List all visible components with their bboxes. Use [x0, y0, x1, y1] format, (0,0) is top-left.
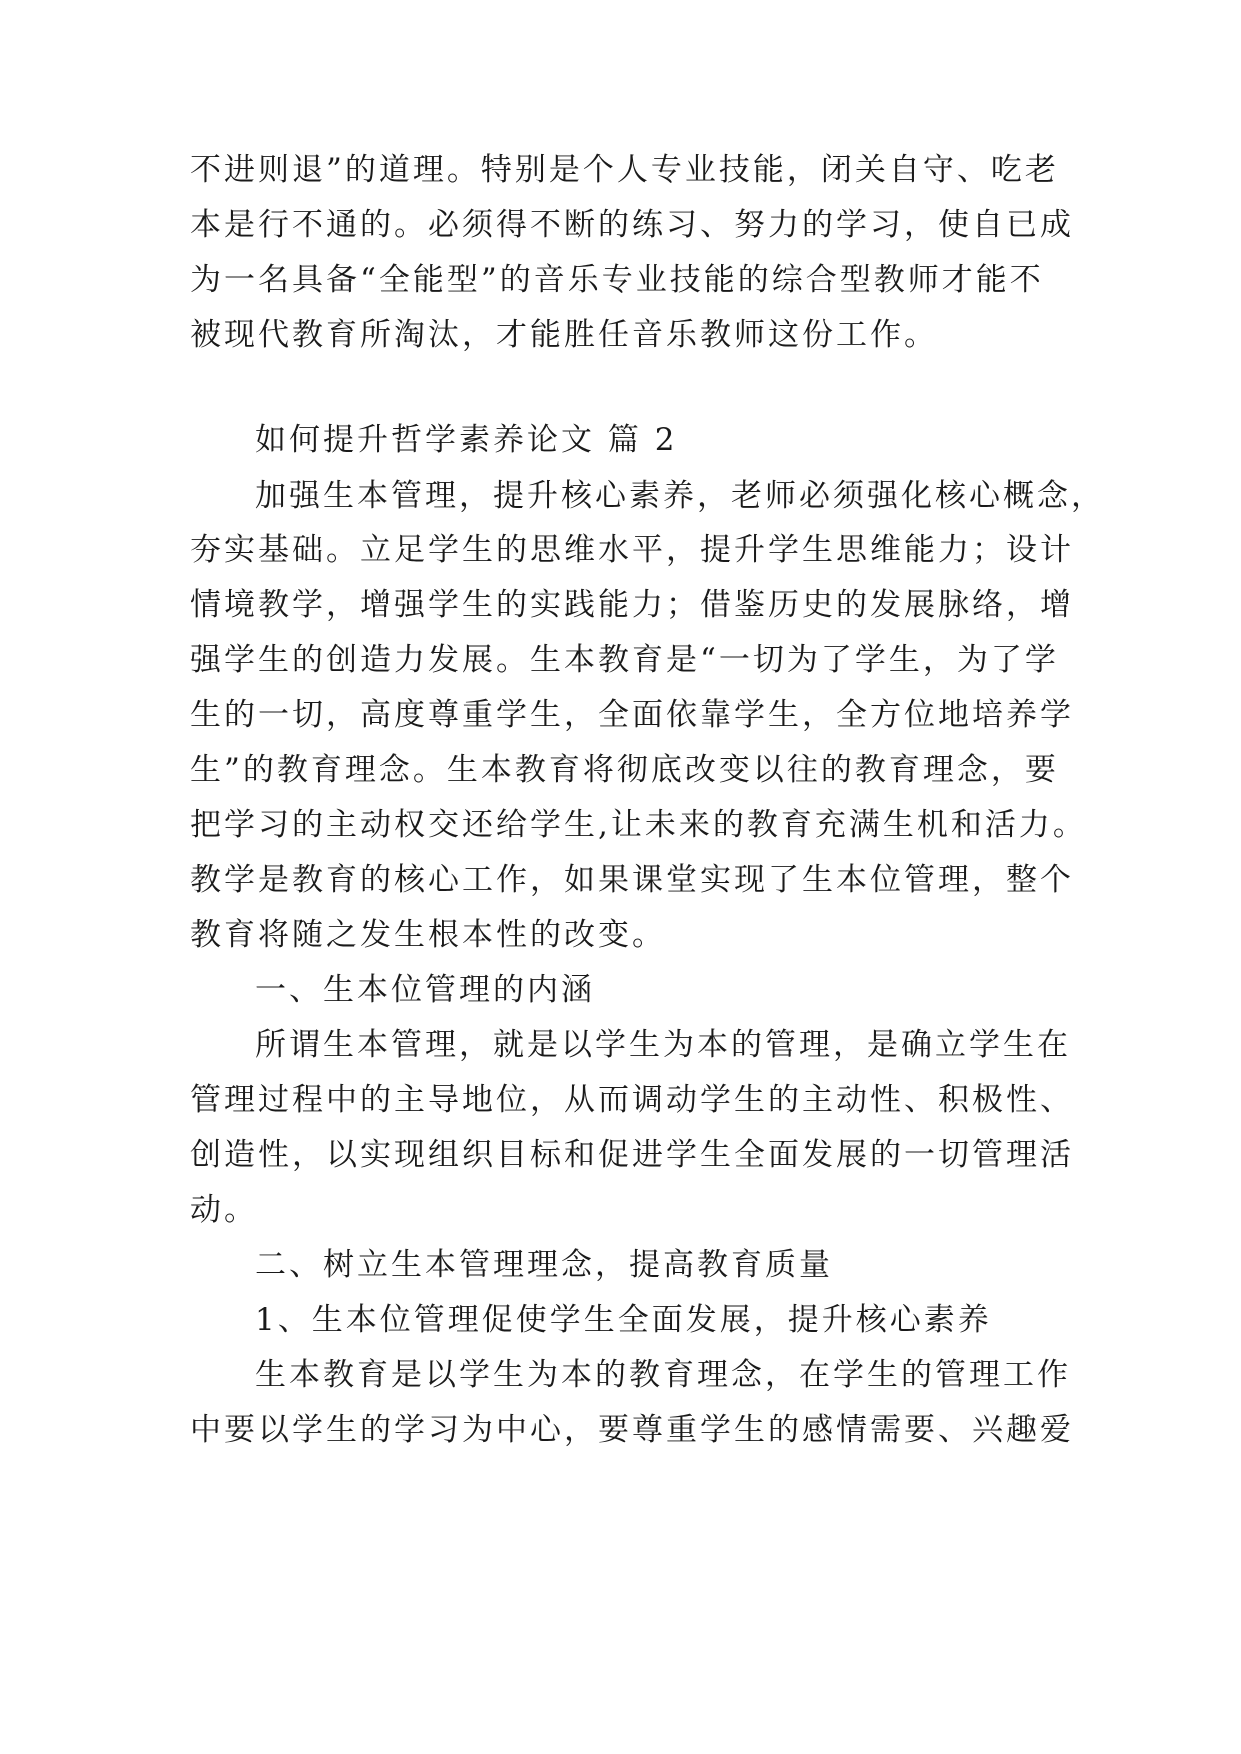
paragraph-line: 生本教育是以学生为本的教育理念，在学生的管理工作 — [255, 1357, 1071, 1393]
section-heading: 如何提升哲学素养论文 篇 2 — [255, 422, 678, 458]
paragraph-line: 生的一切，高度尊重学生，全面依靠学生，全方位地培养学 — [190, 697, 1074, 733]
paragraph-line: 为一名具备“全能型”的音乐专业技能的综合型教师才能不 — [190, 262, 1044, 298]
paragraph-line: 所谓生本管理，就是以学生为本的管理，是确立学生在 — [255, 1027, 1071, 1063]
subheading: 二、树立生本管理理念，提高教育质量 — [255, 1247, 833, 1283]
paragraph-line: 生”的教育理念。生本教育将彻底改变以往的教育理念，要 — [190, 752, 1059, 788]
paragraph-line: 被现代教育所淘汰，才能胜任音乐教师这份工作。 — [190, 317, 938, 353]
paragraph-line: 教育将随之发生根本性的改变。 — [190, 917, 666, 953]
paragraph-line: 情境教学，增强学生的实践能力；借鉴历史的发展脉络，增 — [190, 587, 1074, 623]
paragraph-line: 加强生本管理，提升核心素养，老师必须强化核心概念， — [255, 478, 1105, 514]
subheading: 1、生本位管理促使学生全面发展，提升核心素养 — [255, 1302, 992, 1338]
paragraph-line: 创造性，以实现组织目标和促进学生全面发展的一切管理活 — [190, 1137, 1074, 1173]
paragraph-line: 中要以学生的学习为中心，要尊重学生的感情需要、兴趣爱 — [190, 1412, 1074, 1448]
paragraph-line: 教学是教育的核心工作，如果课堂实现了生本位管理，整个 — [190, 862, 1074, 898]
paragraph-line: 本是行不通的。必须得不断的练习、努力的学习，使自已成 — [190, 207, 1074, 243]
paragraph-line: 管理过程中的主导地位，从而调动学生的主动性、积极性、 — [190, 1082, 1074, 1118]
paragraph-line: 强学生的创造力发展。生本教育是“一切为了学生，为了学 — [190, 642, 1059, 678]
paragraph-line: 把学习的主动权交还给学生,让未来的教育充满生机和活力。 — [190, 807, 1087, 843]
paragraph-line: 动。 — [190, 1192, 258, 1228]
subheading: 一、生本位管理的内涵 — [255, 972, 595, 1008]
paragraph-line: 不进则退”的道理。特别是个人专业技能，闭关自守、吃老 — [190, 152, 1059, 188]
paragraph-line: 夯实基础。立足学生的思维水平，提升学生思维能力；设计 — [190, 532, 1074, 568]
